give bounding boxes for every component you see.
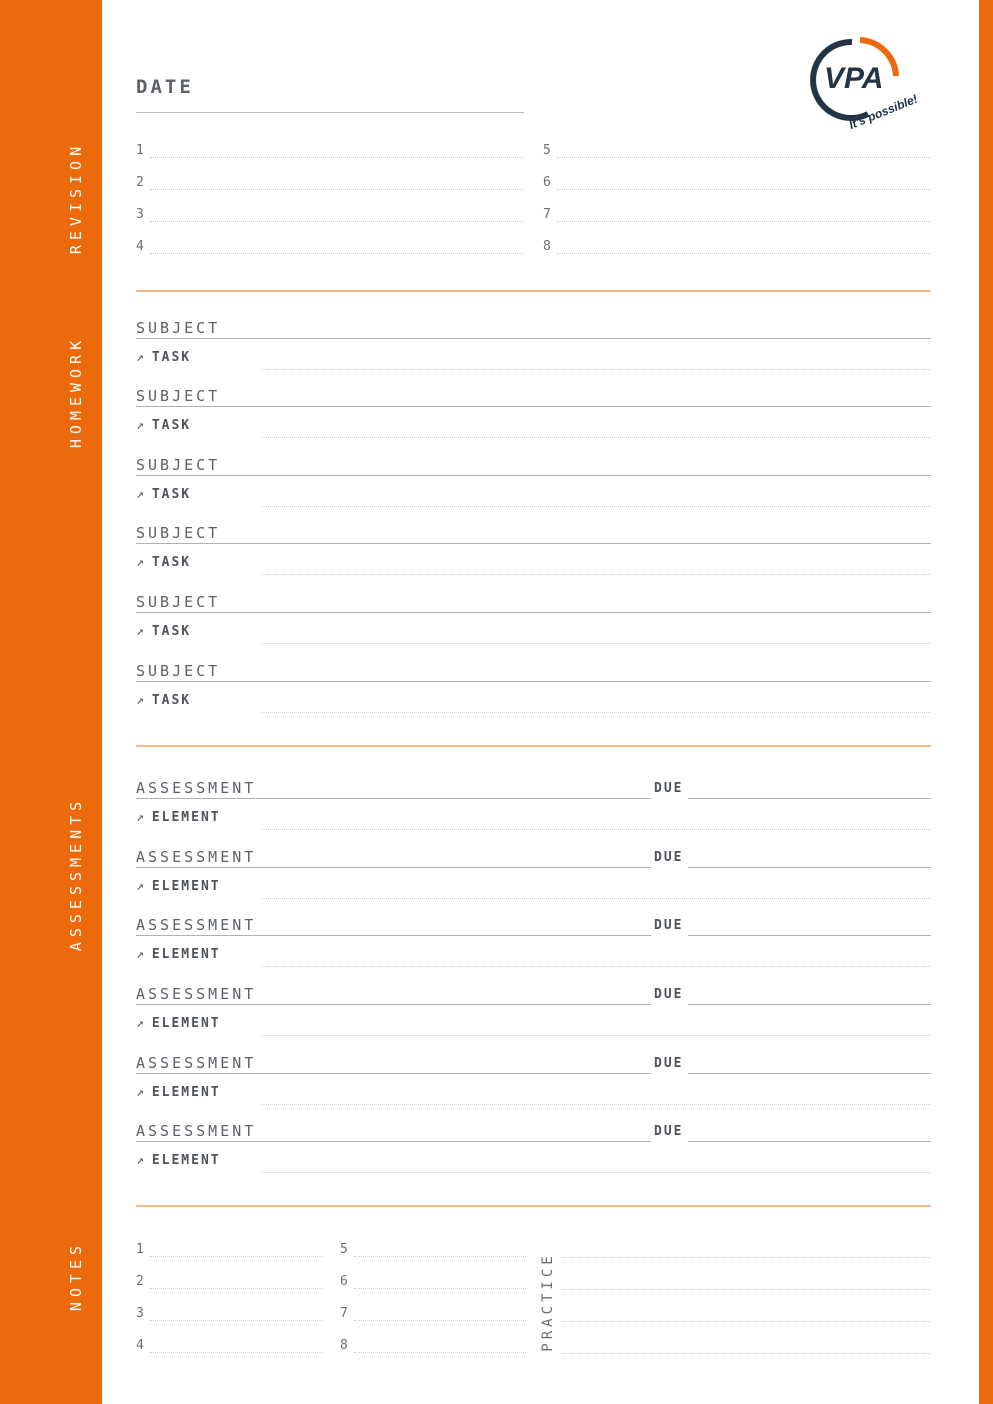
- line-number: 6: [543, 175, 551, 190]
- due-label: DUE: [654, 850, 684, 865]
- line-number: 6: [340, 1274, 348, 1289]
- element-field[interactable]: [136, 1085, 931, 1105]
- revision-line[interactable]: [136, 138, 524, 158]
- arrow-icon: ↗: [136, 418, 146, 433]
- assessment-label: ASSESSMENT: [136, 916, 257, 934]
- line-number: 4: [136, 239, 144, 254]
- assessment-label: ASSESSMENT: [136, 848, 257, 866]
- revision-line[interactable]: [543, 170, 931, 190]
- notes-line[interactable]: [340, 1301, 526, 1321]
- task-label: TASK: [151, 555, 192, 570]
- arrow-icon: ↗: [136, 947, 146, 962]
- assessment-label: ASSESSMENT: [136, 779, 257, 797]
- practice-label: PRACTICE: [540, 1252, 556, 1352]
- logo-tagline: It's possible!: [846, 91, 920, 132]
- arrow-icon: ↗: [136, 693, 146, 708]
- task-label: TASK: [151, 350, 192, 365]
- line-number: 1: [136, 143, 144, 158]
- sidebar-label-homework: HOMEWORK: [67, 335, 85, 449]
- left-sidebar: [0, 0, 102, 1404]
- element-label: ELEMENT: [151, 1153, 221, 1168]
- element-field[interactable]: [136, 947, 931, 967]
- right-edge-bar: [979, 0, 993, 1404]
- assessment-label: ASSESSMENT: [136, 1054, 257, 1072]
- due-field[interactable]: [688, 798, 931, 799]
- logo-text: VPA: [824, 62, 884, 95]
- section-divider: [136, 745, 931, 747]
- due-label: DUE: [654, 987, 684, 1002]
- line-number: 7: [340, 1306, 348, 1321]
- notes-line[interactable]: [340, 1269, 526, 1289]
- line-number: 2: [136, 1274, 144, 1289]
- date-line[interactable]: [136, 112, 524, 113]
- task-label: TASK: [151, 487, 192, 502]
- element-label: ELEMENT: [151, 1016, 221, 1031]
- arrow-icon: ↗: [136, 487, 146, 502]
- line-number: 4: [136, 1338, 144, 1353]
- assessment-field[interactable]: [136, 849, 651, 868]
- subject-field[interactable]: [136, 320, 931, 339]
- arrow-icon: ↗: [136, 624, 146, 639]
- subject-field[interactable]: [136, 594, 931, 613]
- due-field[interactable]: [688, 867, 931, 868]
- notes-line[interactable]: [136, 1237, 322, 1257]
- element-label: ELEMENT: [151, 947, 221, 962]
- task-label: TASK: [151, 693, 192, 708]
- practice-line[interactable]: [562, 1321, 931, 1322]
- element-label: ELEMENT: [151, 810, 221, 825]
- due-field[interactable]: [688, 1141, 931, 1142]
- revision-line[interactable]: [136, 234, 524, 254]
- arrow-icon: ↗: [136, 1085, 146, 1100]
- line-number: 1: [136, 1242, 144, 1257]
- element-field[interactable]: [136, 879, 931, 899]
- line-number: 5: [340, 1242, 348, 1257]
- task-label: TASK: [151, 418, 192, 433]
- sidebar-label-notes: NOTES: [67, 1240, 85, 1312]
- due-label: DUE: [654, 1124, 684, 1139]
- subject-label: SUBJECT: [136, 387, 221, 405]
- task-field[interactable]: [136, 555, 931, 575]
- task-field[interactable]: [136, 487, 931, 507]
- due-label: DUE: [654, 1056, 684, 1071]
- task-field[interactable]: [136, 350, 931, 370]
- line-number: 3: [136, 207, 144, 222]
- sidebar-label-revision: REVISION: [67, 141, 85, 255]
- subject-field[interactable]: [136, 388, 931, 407]
- task-field[interactable]: [136, 693, 931, 713]
- due-label: DUE: [654, 781, 684, 796]
- line-number: 8: [340, 1338, 348, 1353]
- arrow-icon: ↗: [136, 555, 146, 570]
- element-label: ELEMENT: [151, 1085, 221, 1100]
- notes-line[interactable]: [340, 1333, 526, 1353]
- assessment-field[interactable]: [136, 1123, 651, 1142]
- revision-line[interactable]: [136, 202, 524, 222]
- due-field[interactable]: [688, 935, 931, 936]
- section-divider: [136, 290, 931, 292]
- assessment-label: ASSESSMENT: [136, 985, 257, 1003]
- assessment-field[interactable]: [136, 1055, 651, 1074]
- section-divider: [136, 1205, 931, 1207]
- notes-line[interactable]: [136, 1333, 322, 1353]
- subject-field[interactable]: [136, 525, 931, 544]
- practice-line[interactable]: [562, 1353, 931, 1354]
- arrow-icon: ↗: [136, 1153, 146, 1168]
- due-label: DUE: [654, 918, 684, 933]
- assessment-field[interactable]: [136, 986, 651, 1005]
- revision-line[interactable]: [543, 138, 931, 158]
- assessment-label: ASSESSMENT: [136, 1122, 257, 1140]
- arrow-icon: ↗: [136, 879, 146, 894]
- arrow-icon: ↗: [136, 1016, 146, 1031]
- notes-line[interactable]: [136, 1269, 322, 1289]
- element-field[interactable]: [136, 1153, 931, 1173]
- task-field[interactable]: [136, 624, 931, 644]
- arrow-icon: ↗: [136, 810, 146, 825]
- subject-label: SUBJECT: [136, 662, 221, 680]
- revision-line[interactable]: [543, 234, 931, 254]
- revision-line[interactable]: [543, 202, 931, 222]
- line-number: 7: [543, 207, 551, 222]
- subject-label: SUBJECT: [136, 593, 221, 611]
- practice-line[interactable]: [562, 1289, 931, 1290]
- subject-field[interactable]: [136, 457, 931, 476]
- assessment-field[interactable]: [136, 917, 651, 936]
- line-number: 3: [136, 1306, 144, 1321]
- subject-field[interactable]: [136, 663, 931, 682]
- line-number: 5: [543, 143, 551, 158]
- due-field[interactable]: [688, 1004, 931, 1005]
- element-label: ELEMENT: [151, 879, 221, 894]
- subject-label: SUBJECT: [136, 524, 221, 542]
- task-label: TASK: [151, 624, 192, 639]
- element-field[interactable]: [136, 810, 931, 830]
- vpa-logo: [808, 34, 920, 132]
- sidebar-label-assessments: ASSESSMENTS: [67, 796, 85, 952]
- assessment-field[interactable]: [136, 780, 651, 799]
- subject-label: SUBJECT: [136, 319, 221, 337]
- notes-line[interactable]: [340, 1237, 526, 1257]
- element-field[interactable]: [136, 1016, 931, 1036]
- arrow-icon: ↗: [136, 350, 146, 365]
- notes-line[interactable]: [136, 1301, 322, 1321]
- due-field[interactable]: [688, 1073, 931, 1074]
- line-number: 8: [543, 239, 551, 254]
- task-field[interactable]: [136, 418, 931, 438]
- practice-line[interactable]: [562, 1257, 931, 1258]
- line-number: 2: [136, 175, 144, 190]
- date-label: DATE: [136, 76, 194, 98]
- revision-line[interactable]: [136, 170, 524, 190]
- subject-label: SUBJECT: [136, 456, 221, 474]
